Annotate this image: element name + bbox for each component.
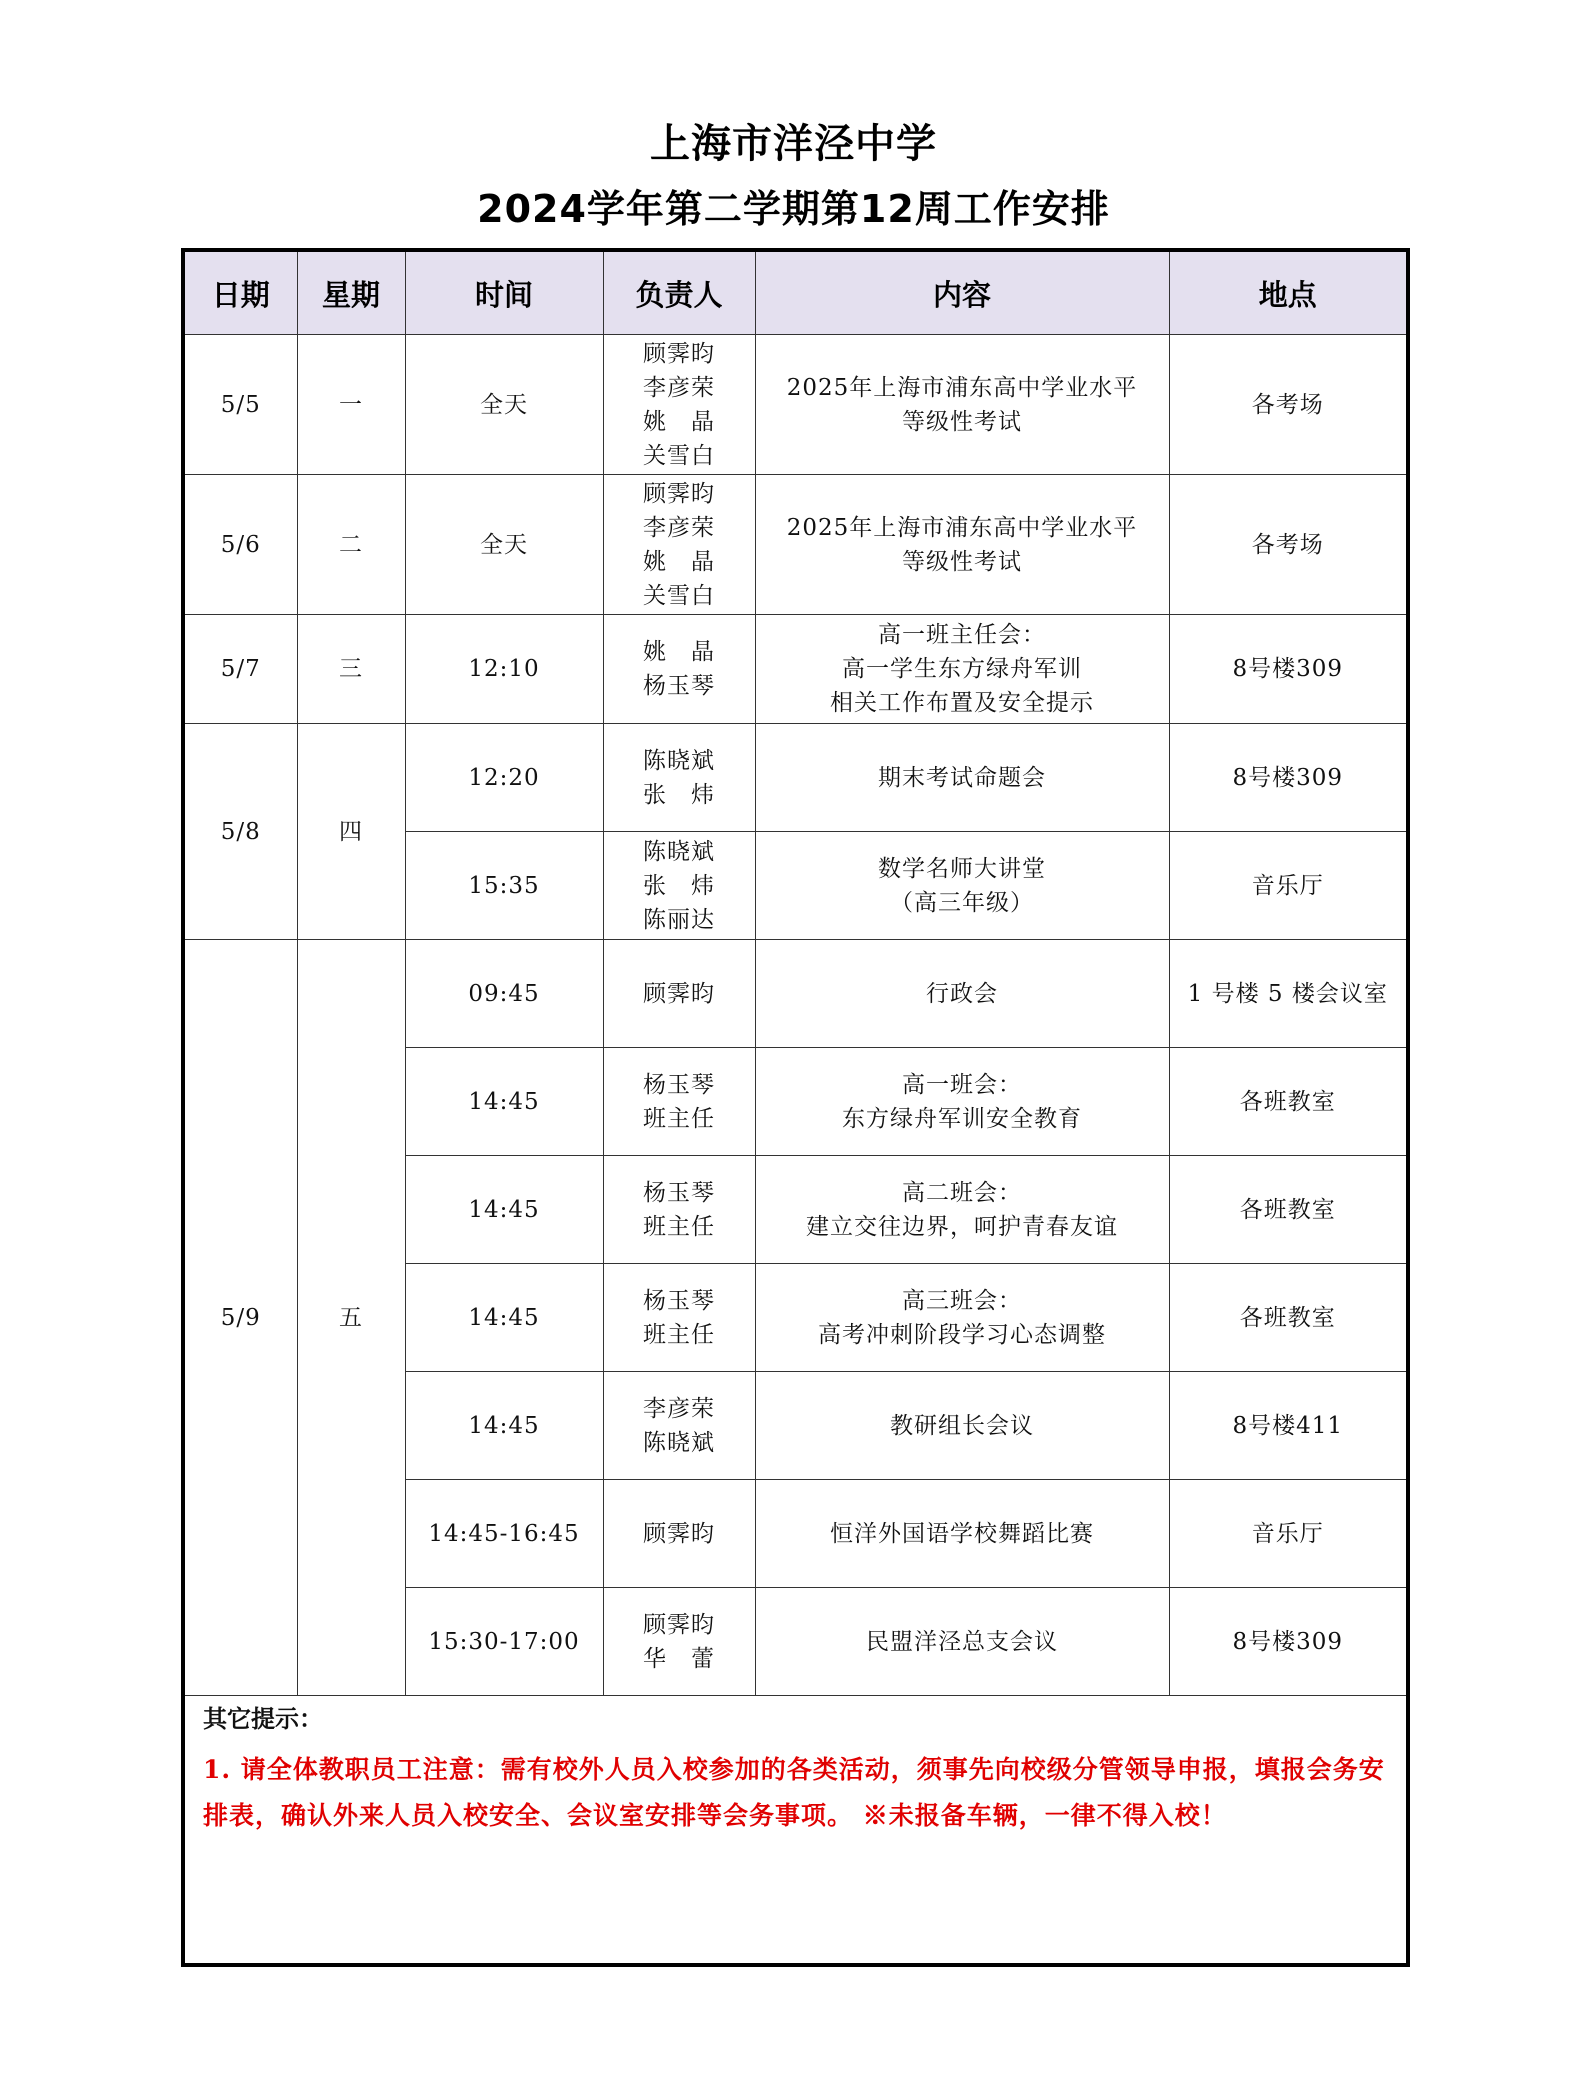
- cell-date: 5/7: [185, 615, 297, 724]
- owner-name: 杨玉琴: [643, 673, 715, 699]
- cell-time: 全天: [405, 335, 603, 475]
- owner-name: 关雪白: [643, 442, 715, 469]
- cell-place: 各班教室: [1169, 1048, 1406, 1156]
- content-line: 高一班主任会：: [878, 622, 1046, 648]
- content-line: 期末考试命题会: [878, 764, 1046, 791]
- content-line: 2025年上海市浦东高中学业水平: [786, 514, 1138, 541]
- page-subtitle: 2024学年第二学期第12周工作安排: [477, 187, 1110, 231]
- cell-owner: [603, 832, 755, 940]
- cell-place: 各考场: [1169, 335, 1406, 475]
- owner-name: 杨玉琴: [643, 1287, 715, 1314]
- content-line: 恒洋外国语学校舞蹈比赛: [830, 1520, 1094, 1547]
- cell-owner: [603, 1156, 755, 1264]
- cell-place: 8号楼309: [1169, 1588, 1406, 1696]
- content-line: 高考冲刺阶段学习心态调整: [818, 1321, 1106, 1348]
- owner-name: 李彦荣: [643, 374, 715, 401]
- cell-weekday: 四: [297, 724, 405, 940]
- content-line: 行政会: [926, 980, 998, 1007]
- content-line: （高三年级）: [890, 889, 1034, 916]
- cell-content: [755, 1588, 1169, 1696]
- owner-name: 班主任: [643, 1321, 715, 1348]
- owner-name: 姚 晶: [643, 548, 715, 575]
- table-row: [185, 724, 1406, 832]
- cell-content: [755, 724, 1169, 832]
- content-line: 高一学生东方绿舟军训: [842, 656, 1082, 682]
- cell-place: 各班教室: [1169, 1156, 1406, 1264]
- cell-time: 12:20: [405, 724, 603, 832]
- owner-name: 顾霁昀: [643, 480, 715, 507]
- content-line: 教研组长会议: [890, 1412, 1034, 1439]
- cell-place: 8号楼309: [1169, 724, 1406, 832]
- owner-name: 陈晓斌: [643, 1429, 715, 1456]
- owner-name: 姚 晶: [643, 408, 715, 435]
- cell-owner: [603, 1588, 755, 1696]
- cell-content: [755, 832, 1169, 940]
- cell-place: 8号楼309: [1169, 615, 1406, 724]
- header-content: 内容: [755, 252, 1169, 335]
- content-line: 民盟洋泾总支会议: [866, 1628, 1058, 1655]
- header-time: 时间: [405, 252, 603, 335]
- owner-name: 华 蕾: [643, 1645, 715, 1672]
- cell-time: 12:10: [405, 615, 603, 724]
- owner-name: 班主任: [643, 1105, 715, 1132]
- content-line: 高三班会：: [902, 1287, 1022, 1314]
- owner-name: 陈晓斌: [643, 838, 715, 865]
- cell-weekday: 三: [297, 615, 405, 724]
- schedule-body: [185, 335, 1406, 1696]
- cell-content: [755, 1264, 1169, 1372]
- cell-owner: [603, 1372, 755, 1480]
- owner-name: 张 炜: [643, 872, 715, 899]
- cell-time: 14:45: [405, 1372, 603, 1480]
- cell-time: 全天: [405, 475, 603, 615]
- cell-time: 14:45: [405, 1264, 603, 1372]
- cell-owner: [603, 1048, 755, 1156]
- cell-content: [755, 1048, 1169, 1156]
- owner-name: 班主任: [643, 1213, 715, 1240]
- table-row: [185, 940, 1406, 1048]
- header-date: 日期: [185, 252, 297, 335]
- cell-place: 音乐厅: [1169, 832, 1406, 940]
- cell-time: 15:30-17:00: [405, 1588, 603, 1696]
- cell-time: 14:45-16:45: [405, 1480, 603, 1588]
- table-header-row: [185, 252, 1406, 335]
- content-line: 相关工作布置及安全提示: [830, 690, 1094, 716]
- cell-date: 5/9: [185, 940, 297, 1696]
- owner-name: 顾霁昀: [643, 980, 715, 1007]
- content-line: 高一班会：: [902, 1071, 1022, 1098]
- owner-name: 杨玉琴: [643, 1179, 715, 1206]
- cell-owner: [603, 475, 755, 615]
- owner-name: 姚 晶: [643, 639, 715, 665]
- owner-name: 陈晓斌: [643, 747, 715, 774]
- table-row: [185, 335, 1406, 475]
- cell-date: 5/6: [185, 475, 297, 615]
- cell-content: [755, 335, 1169, 475]
- cell-weekday: 一: [297, 335, 405, 475]
- header-owner: 负责人: [603, 252, 755, 335]
- cell-owner: [603, 615, 755, 724]
- table-row: [185, 615, 1406, 724]
- cell-place: 1 号楼 5 楼会议室: [1169, 940, 1406, 1048]
- cell-weekday: 五: [297, 940, 405, 1696]
- cell-content: [755, 1372, 1169, 1480]
- cell-date: 5/5: [185, 335, 297, 475]
- cell-place: 各班教室: [1169, 1264, 1406, 1372]
- content-line: 东方绿舟军训安全教育: [842, 1105, 1082, 1132]
- cell-time: 15:35: [405, 832, 603, 940]
- owner-name: 李彦荣: [643, 1395, 715, 1422]
- notes-heading: 其它提示：: [203, 1704, 323, 1733]
- cell-owner: [603, 1264, 755, 1372]
- content-line: 高二班会：: [902, 1179, 1022, 1206]
- cell-time: 14:45: [405, 1048, 603, 1156]
- owner-name: 顾霁昀: [643, 1520, 715, 1547]
- header-place: 地点: [1169, 252, 1406, 335]
- page-title: 上海市洋泾中学: [650, 121, 937, 167]
- owner-name: 李彦荣: [643, 514, 715, 541]
- cell-owner: [603, 940, 755, 1048]
- owner-name: 顾霁昀: [643, 1611, 715, 1638]
- header-weekday: 星期: [297, 252, 405, 335]
- owner-name: 张 炜: [643, 781, 715, 808]
- cell-content: [755, 1480, 1169, 1588]
- notes-item: 1. 请全体教职员工注意：需有校外人员入校参加的各类活动，须事先向校级分管领导申报，填报会务安排表，确认外来人员入校安全、会议室安排等会务事项。 ※未报备车辆，一律不得入校！: [203, 1755, 1385, 1830]
- content-line: 等级性考试: [902, 408, 1022, 435]
- owner-name: 杨玉琴: [643, 1071, 715, 1098]
- table-row: [185, 475, 1406, 615]
- cell-owner: [603, 335, 755, 475]
- cell-weekday: 二: [297, 475, 405, 615]
- cell-owner: [603, 1480, 755, 1588]
- schedule-sheet: [181, 248, 1410, 1967]
- cell-owner: [603, 724, 755, 832]
- cell-content: [755, 1156, 1169, 1264]
- cell-content: [755, 615, 1169, 724]
- content-line: 建立交往边界，呵护青春友谊: [806, 1213, 1118, 1240]
- cell-content: [755, 475, 1169, 615]
- cell-time: 09:45: [405, 940, 603, 1048]
- content-line: 2025年上海市浦东高中学业水平: [786, 374, 1138, 401]
- cell-place: 音乐厅: [1169, 1480, 1406, 1588]
- content-line: 等级性考试: [902, 548, 1022, 575]
- owner-name: 陈丽达: [643, 906, 715, 933]
- owner-name: 顾霁昀: [643, 340, 715, 367]
- cell-date: 5/8: [185, 724, 297, 940]
- cell-content: [755, 940, 1169, 1048]
- notes-section: [185, 1689, 1406, 1839]
- schedule-table: [185, 252, 1406, 1696]
- cell-time: 14:45: [405, 1156, 603, 1264]
- content-line: 数学名师大讲堂: [878, 855, 1046, 882]
- cell-place: 各考场: [1169, 475, 1406, 615]
- owner-name: 关雪白: [643, 582, 715, 609]
- cell-place: 8号楼411: [1169, 1372, 1406, 1480]
